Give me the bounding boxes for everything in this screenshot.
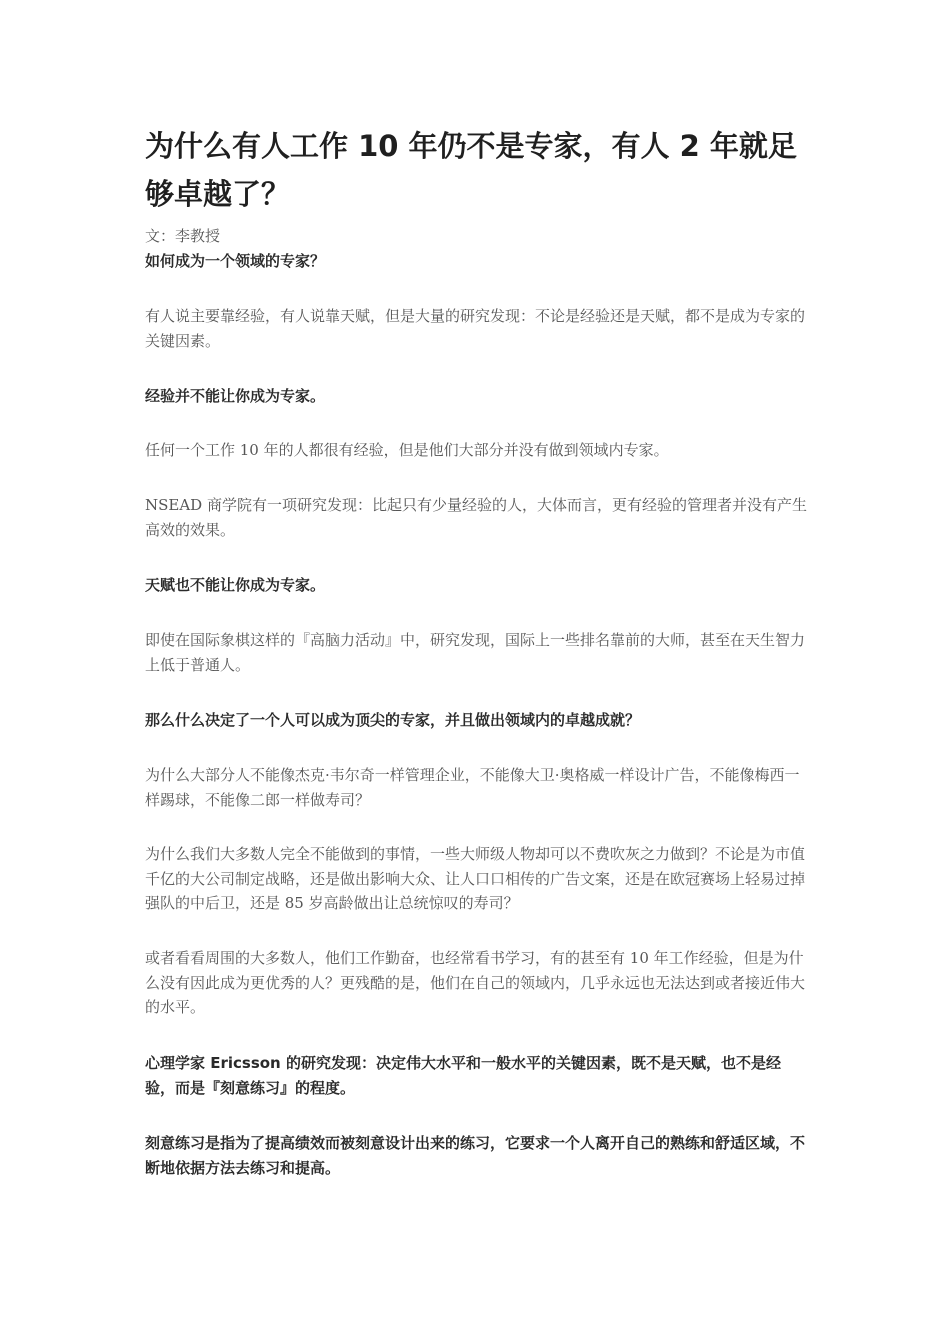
- article-byline: 文：李教授: [145, 227, 221, 245]
- paragraph: 或者看看周围的大多数人，他们工作勤奋，也经常看书学习，有的甚至有 10 年工作经验，但是为什么没有因此成为更优秀的人？更残酷的是，他们在自己的领域内，几乎永远也无法达到或者接近伟大的水平。: [145, 949, 806, 1016]
- paragraph: 为什么我们大多数人完全不能做到的事情，一些大师级人物却可以不费吹灰之力做到？不论是为市值千亿的大公司制定战略，还是做出影响大众、让人口口相传的广告文案，还是在欧冠赛场上轻易过掉强队的中后卫，还是 85 岁高龄做出让总统惊叹的寿司？: [145, 845, 806, 912]
- heading-talent: 天赋也不能让你成为专家。: [145, 576, 326, 594]
- article-title: 为什么有人工作 10 年仍不是专家，有人 2 年就足够卓越了？: [145, 129, 797, 211]
- paragraph: 即使在国际象棋这样的『高脑力活动』中，研究发现，国际上一些排名靠前的大师，甚至在天生智力上低于普通人。: [145, 631, 806, 674]
- heading-what-decides: 那么什么决定了一个人可以成为顶尖的专家，并且做出领域内的卓越成就？: [145, 711, 641, 729]
- paragraph: 为什么大部分人不能像杰克·韦尔奇一样管理企业，不能像大卫·奥格威一样设计广告，不能像梅西一样踢球，不能像二郎一样做寿司？: [145, 766, 800, 809]
- paragraph: 有人说主要靠经验，有人说靠天赋，但是大量的研究发现：不论是经验还是天赋，都不是成为专家的关键因素。: [145, 307, 806, 350]
- paragraph: NSEAD 商学院有一项研究发现：比起只有少量经验的人，大体而言，更有经验的管理者并没有产生高效的效果。: [145, 496, 807, 539]
- heading-experience: 经验并不能让你成为专家。: [145, 387, 326, 405]
- heading-how-to-become-expert: 如何成为一个领域的专家？: [145, 252, 326, 270]
- paragraph: 任何一个工作 10 年的人都很有经验，但是他们大部分并没有做到领域内专家。: [145, 441, 669, 459]
- heading-ericsson-finding: 心理学家 Ericsson 的研究发现：决定伟大水平和一般水平的关键因素，既不是天赋，也不是经验，而是『刻意练习』的程度。: [145, 1054, 781, 1097]
- heading-deliberate-practice: 刻意练习是指为了提高绩效而被刻意设计出来的练习，它要求一个人离开自己的熟练和舒适区域，不断地依据方法去练习和提高。: [145, 1134, 806, 1177]
